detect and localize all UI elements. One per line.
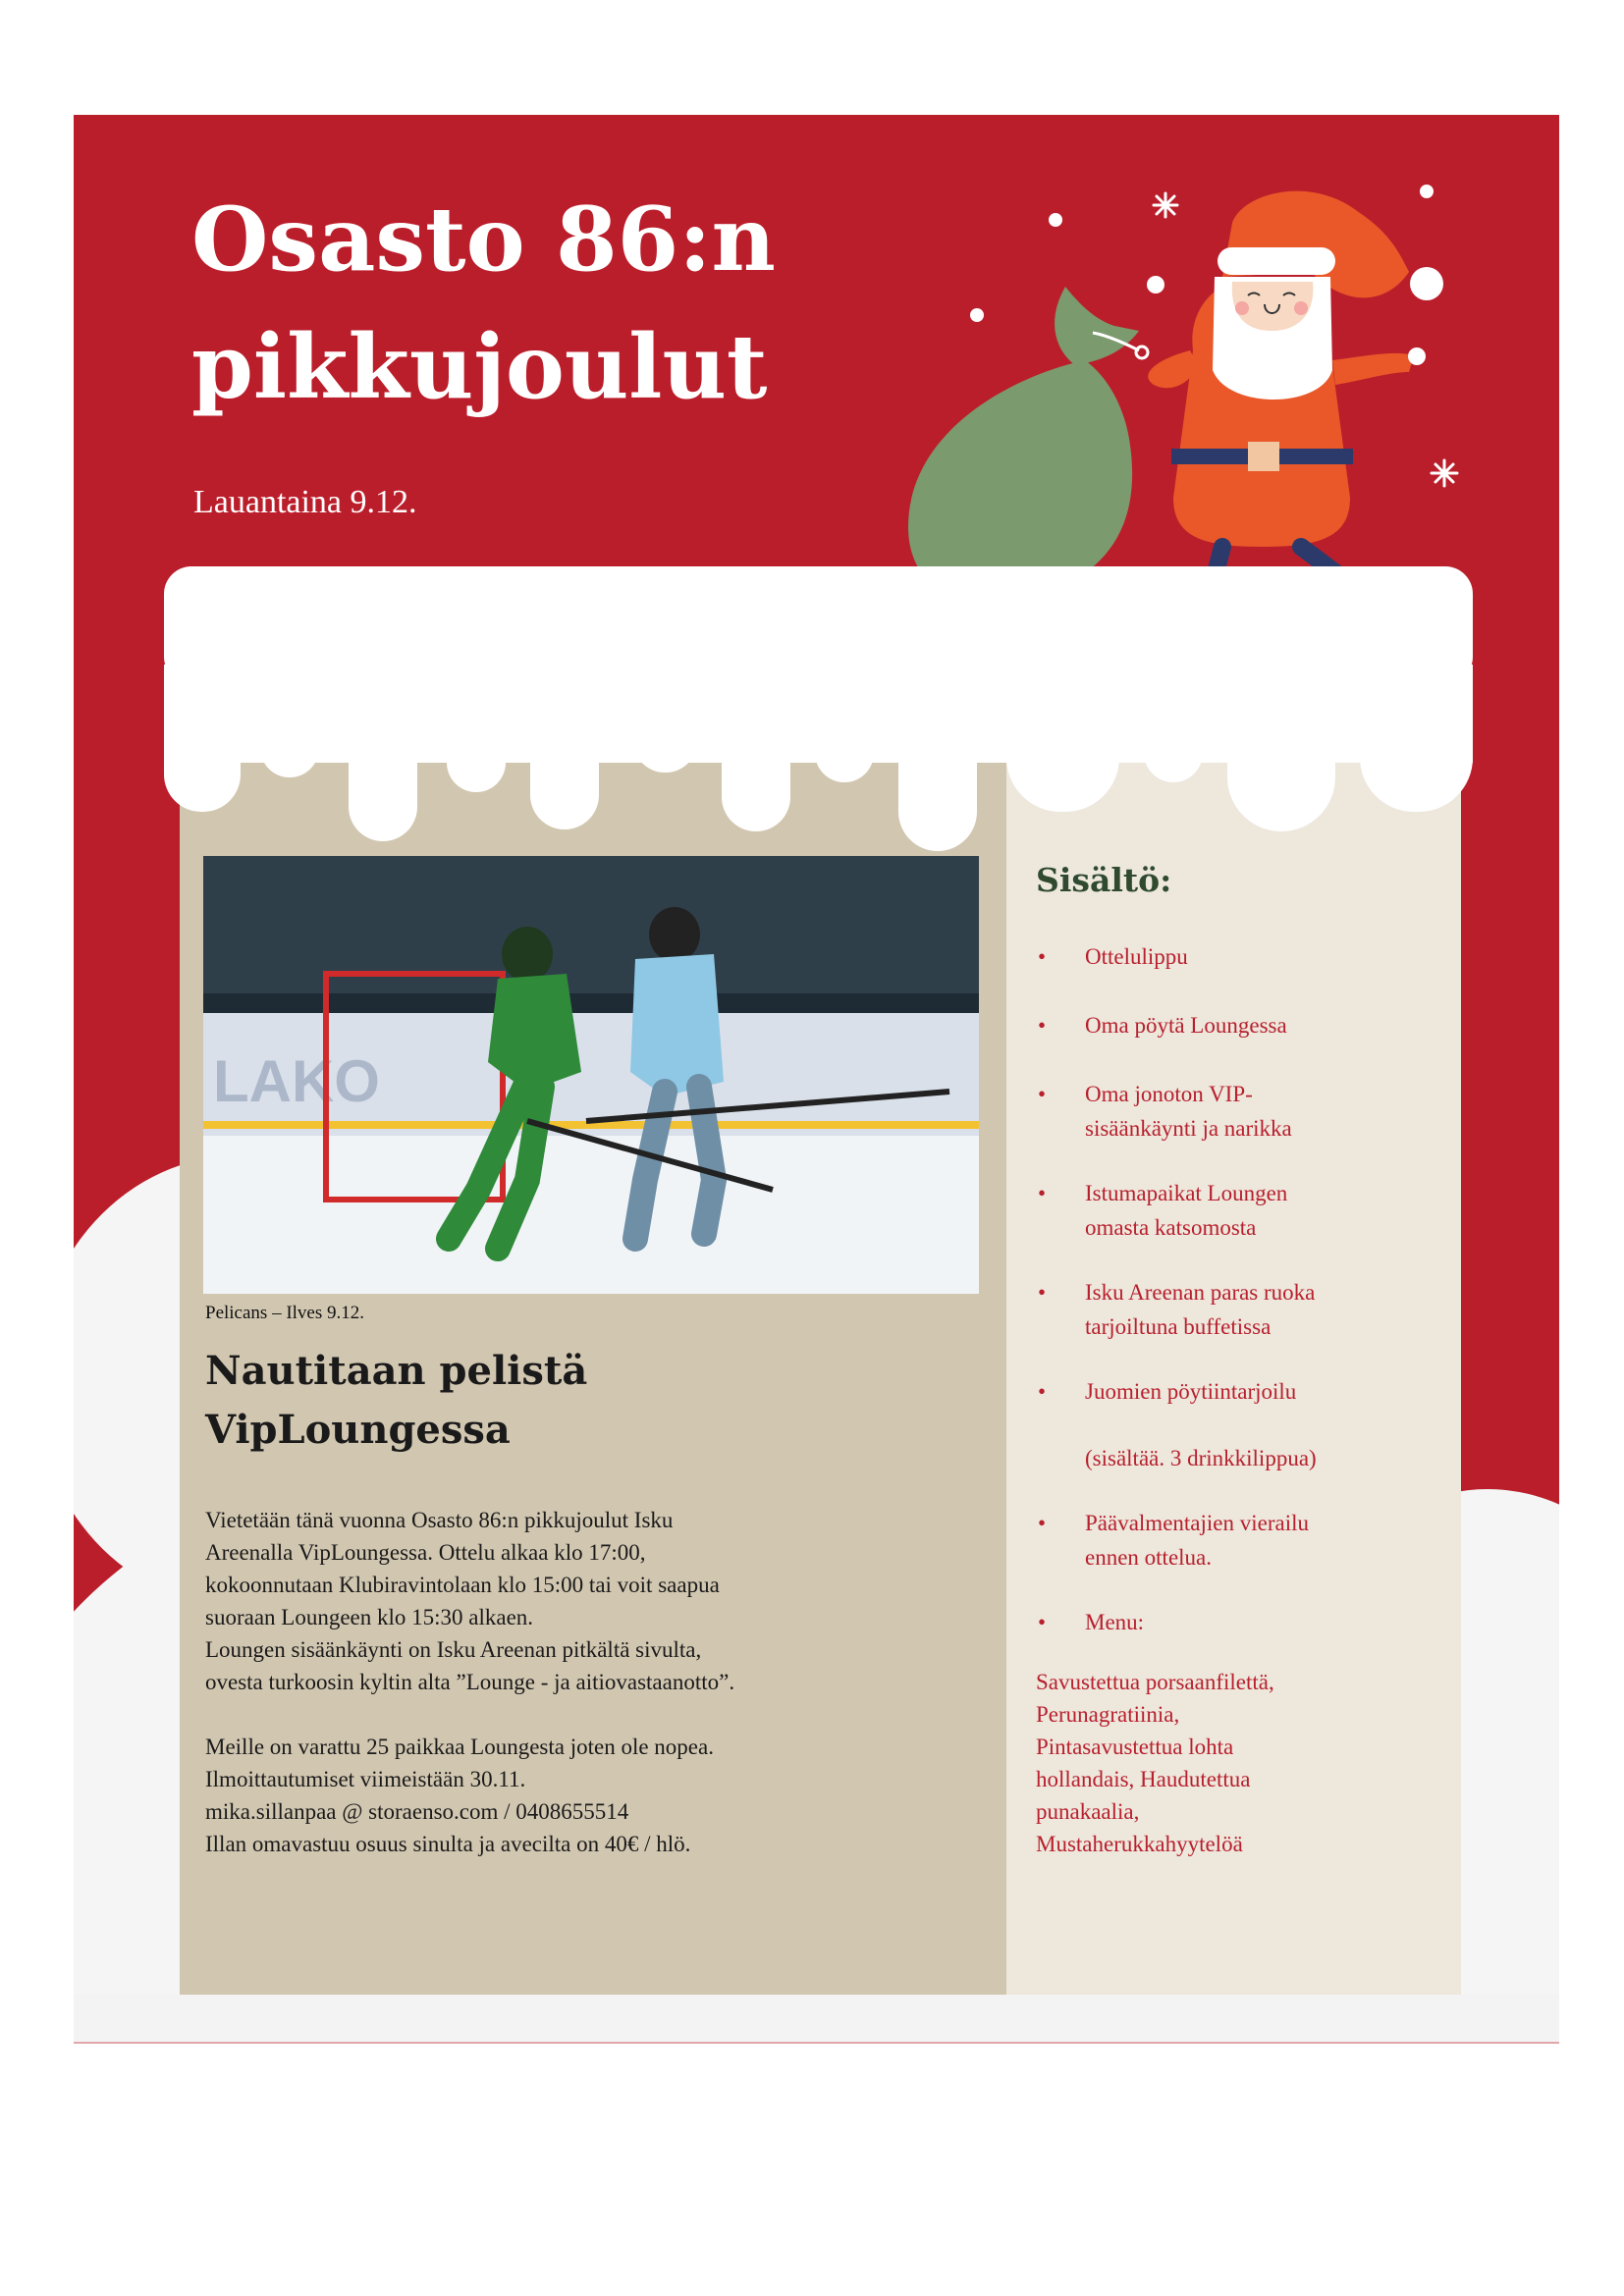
menu-line: Mustaherukkahyytelöä: [1036, 1832, 1243, 1856]
main-heading: Nautitaan pelistä VipLoungessa: [205, 1348, 588, 1453]
list-item: [1036, 1077, 1438, 1146]
event-date: Lauantaina 9.12.: [193, 484, 417, 520]
body-line: Illan omavastuu osuus sinulta ja avecilta on 40€ / hlö.: [205, 1832, 691, 1856]
list-item-text: omasta katsomosta: [1085, 1215, 1257, 1240]
paragraph-gap: [205, 1698, 961, 1731]
page-title: Osasto 86:n pikkujoulut: [191, 187, 776, 419]
list-item: [1036, 1506, 1438, 1575]
bottom-divider: [74, 2042, 1559, 2044]
menu-line: Savustettua porsaanfilettä,: [1036, 1670, 1274, 1694]
hockey-photo: [203, 856, 979, 1294]
menu-description: [1036, 1666, 1438, 1860]
hockey-players-image: [203, 856, 979, 1294]
body-line: Areenalla VipLoungessa. Ottelu alkaa klo 17:00,: [205, 1540, 646, 1565]
list-item-text: • Istumapaikat Loungen: [1085, 1181, 1288, 1205]
poster: [74, 115, 1559, 2044]
list-item-text: • Päävalmentajien vierailu: [1085, 1511, 1309, 1535]
list-item-note: (sisältää. 3 drinkkilippua): [1085, 1446, 1317, 1470]
menu-line: punakaalia,: [1036, 1799, 1140, 1824]
list-item-text: sisäänkäynti ja narikka: [1085, 1116, 1292, 1141]
list-item-text: ennen ottelua.: [1085, 1545, 1213, 1570]
body-line: Vietetään tänä vuonna Osasto 86:n pikkujoulut Isku: [205, 1508, 674, 1532]
main-body: [205, 1504, 961, 1860]
snow-roof: [74, 115, 1559, 861]
list-item-text: • Oma jonoton VIP-: [1085, 1082, 1253, 1106]
menu-line: Perunagratiinia,: [1036, 1702, 1180, 1727]
list-item: [1036, 939, 1438, 974]
body-line: suoraan Loungeen klo 15:30 alkaen.: [205, 1605, 534, 1629]
body-line: kokoonnutaan Klubiravintolaan klo 15:00 tai voit saapua: [205, 1573, 720, 1597]
list-item-text: tarjoiltuna buffetissa: [1085, 1314, 1272, 1339]
list-item-text: • Menu:: [1085, 1610, 1145, 1634]
list-item: [1036, 1176, 1438, 1245]
menu-line: Pintasavustettua lohta: [1036, 1735, 1234, 1759]
list-item-text: • Oma pöytä Loungessa: [1085, 1013, 1287, 1038]
body-line: Ilmoittautumiset viimeistään 30.11.: [205, 1767, 526, 1791]
list-item: [1036, 1605, 1438, 1639]
list-item: [1036, 1008, 1438, 1042]
svg-text:LAKO: LAKO: [213, 1048, 380, 1114]
list-item: [1036, 1374, 1438, 1475]
body-line: ovesta turkoosin kyltin alta ”Lounge - ja aitiovastaanotto”.: [205, 1670, 735, 1694]
body-line: Meille on varattu 25 paikkaa Loungesta joten ole nopea.: [205, 1735, 714, 1759]
list-item-text: • Isku Areenan paras ruoka: [1085, 1280, 1316, 1305]
contact-line: mika.sillanpaa @ storaenso.com / 0408655514: [205, 1799, 629, 1824]
list-item-text: • Ottelulippu: [1085, 944, 1188, 969]
list-item-text: • Juomien pöytiintarjoilu: [1085, 1379, 1297, 1404]
body-line: Loungen sisäänkäynti on Isku Areenan pitkältä sivulta,: [205, 1637, 702, 1662]
bottom-strip: [74, 1995, 1559, 2044]
photo-caption: Pelicans – Ilves 9.12.: [205, 1303, 365, 1323]
sidebar-heading: Sisältö:: [1036, 861, 1172, 899]
sidebar-list: [1036, 939, 1438, 1639]
menu-line: hollandais, Haudutettua: [1036, 1767, 1251, 1791]
list-item: [1036, 1275, 1438, 1344]
